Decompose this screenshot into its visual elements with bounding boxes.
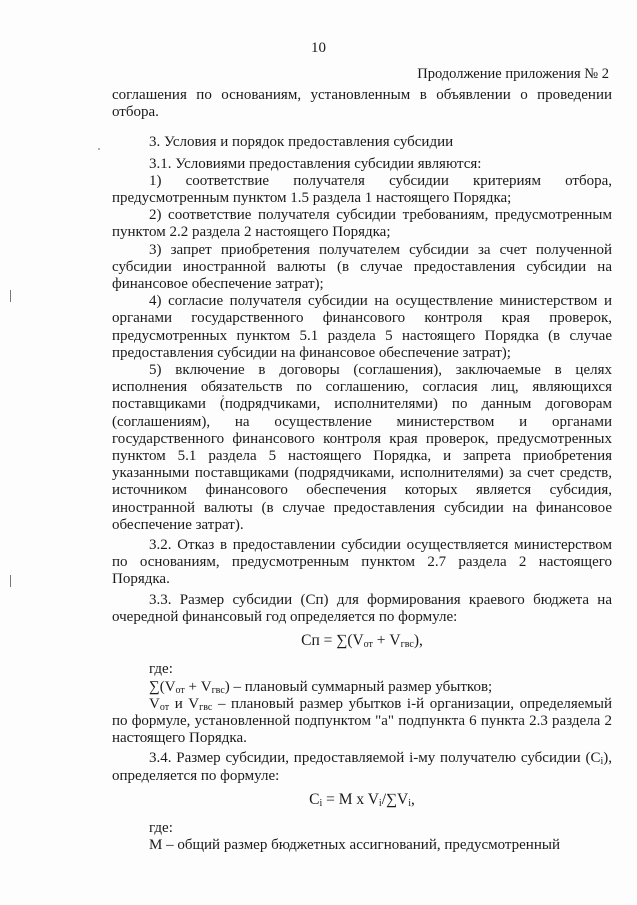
page-number: 10 xyxy=(311,40,326,56)
formula-subsidy-per-recipient: $C_i = M$ x $V_i/\sum V_i$, xyxy=(309,790,415,809)
definition-sum: $\sum(V_{от} + V_{гвс})$ – плановый суммарный размер убытков; xyxy=(149,678,493,696)
paragraph-3-2: 3.2. Отказ в предоставлении субсидии осуществляется министерством по основаниям, предусмотренным пунктом 2.7 раздела 2 настоящего Порядка. xyxy=(112,537,612,588)
continuation-label: Продолжение приложения № 2 xyxy=(417,66,609,82)
scan-speck xyxy=(98,148,100,150)
condition-item-1: 1) соответствие получателя субсидии критериям отбора, предусмотренным пунктом 1.5 раздела 1 настоящего Порядка; xyxy=(112,172,612,207)
paragraph-intro: соглашения по основаниям, установленным в объявлении о проведении отбора. xyxy=(112,87,612,121)
definition-v: $V_{от}$ и $V_{гвс}$ – плановый размер убытков i-й организации, определяемый по формуле, установленной подпунктом "а" подпункта 6 пункта 2.3 раздела 2 настоящего Порядка. xyxy=(112,695,612,747)
condition-item-5: 5) включение в договоры (соглашения), заключаемые в целях исполнения обязательств по соглашению, согласия лиц, являющихся поставщиками (подрядчиками, исполнителями) по данным договорам (соглашениям), на осуществление министерством и органами государственного финансового контроля края проверок, предусмотренных пунктом 5.1 раздела 5 настоящего Порядка, и запрета приобретения указанными поставщиками (подрядчиками, исполнителями) за счет средств, источником финансового обеспечения которых является субсидия, иностранной валюты (в случае предоставления субсидии на финансовое обеспечение затрат). xyxy=(112,362,612,533)
condition-item-3: 3) запрет приобретения получателем субсидии за счет полученной субсидии иностранной валюты (в случае предоставления субсидии на финансовое обеспечение затрат); xyxy=(112,241,612,293)
scan-mark xyxy=(10,290,11,302)
where-label: где: xyxy=(149,819,173,836)
formula-subsidy-total: Сп = $\sum(V_{от} + V_{гвс})$, xyxy=(301,632,423,651)
document-body xyxy=(112,87,612,854)
condition-item-2: 2) соответствие получателя субсидии требованиям, предусмотренным пунктом 2.2 раздела 2 настоящего Порядка; xyxy=(112,207,612,241)
paragraph-3-4: 3.4. Размер субсидии, предоставляемой i-му получателю субсидии $(C_i)$, определяется по формуле: xyxy=(112,750,612,784)
paragraph-3-1: 3.1. Условиями предоставления субсидии являются: xyxy=(149,155,482,172)
condition-item-4: 4) согласие получателя субсидии на осуществление министерством и органами государственного финансового контроля края проверок, предусмотренных пунктом 5.1 раздела 5 настоящего Порядка (в случае предоставления субсидии на финансовое обеспечение затрат); xyxy=(112,293,612,361)
section-heading: 3. Условия и порядок предоставления субсидии xyxy=(149,134,454,151)
paragraph-3-3: 3.3. Размер субсидии (Сп) для формирования краевого бюджета на очередной финансовый год определяется по формуле: xyxy=(112,591,612,625)
scan-mark xyxy=(10,575,11,587)
definition-m: M – общий размер бюджетных ассигнований, предусмотренный xyxy=(149,837,560,854)
where-label: где: xyxy=(149,661,173,678)
